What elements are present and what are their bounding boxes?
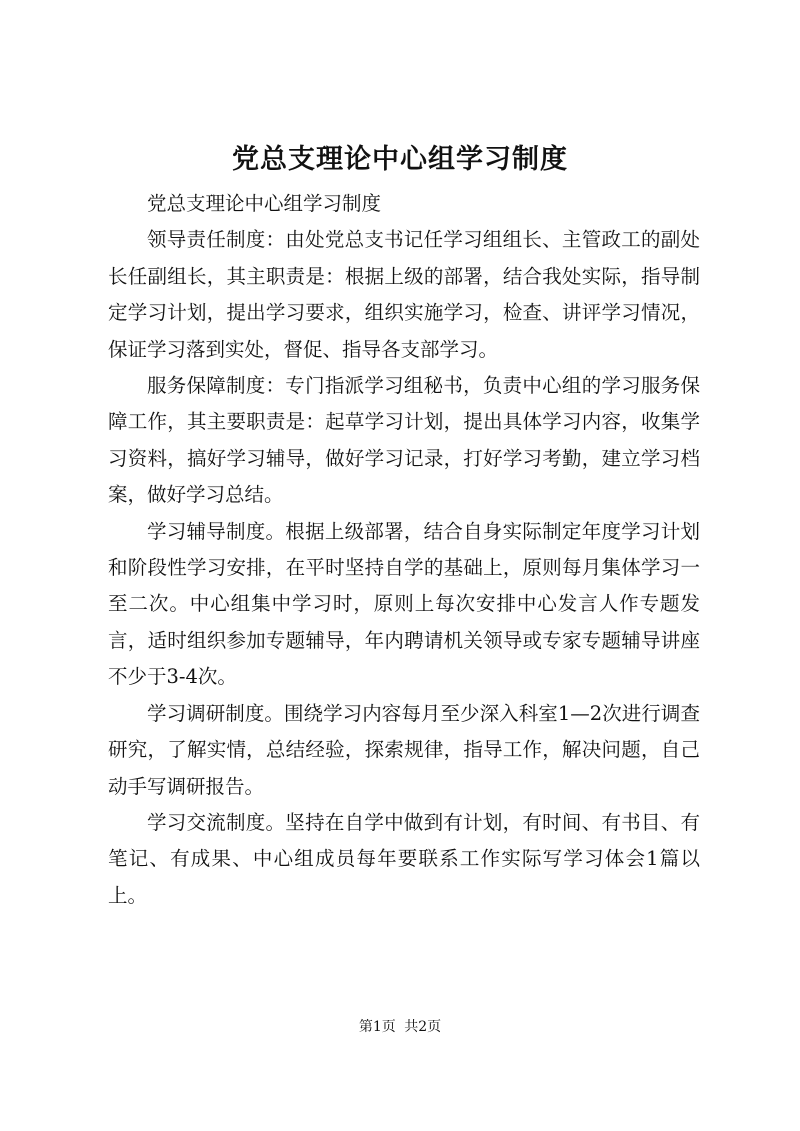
paragraph-leadership: 领导责任制度：由处党总支书记任学习组组长、主管政工的副处长任副组长，其主职责是：根据上级的部署，结合我处实际，指导制定学习计划，提出学习要求，组织实施学习，检查、讲评学习情况，保证学习落到实处，督促、指导各支部学习。 [108, 228, 700, 361]
page-number: 第1页 [358, 1019, 396, 1035]
paragraph-exchange: 学习交流制度。坚持在自学中做到有计划，有时间、有书目、有笔记、有成果、中心组成员每年要联系工作实际写学习体会1篇以上。 [108, 810, 700, 907]
paragraph-subtitle: 党总支理论中心组学习制度 [147, 192, 382, 215]
document-body [108, 186, 700, 914]
page-footer [0, 1017, 800, 1037]
document-title: 党总支理论中心组学习制度 [232, 144, 568, 175]
paragraph-tutoring: 学习辅导制度。根据上级部署，结合自身实际制定年度学习计划和阶段性学习安排，在平时坚持自学的基础上，原则每月集体学习一至二次。中心组集中学习时，原则上每次安排中心发言人作专题发言，适时组织参加专题辅导，年内聘请机关领导或专家专题辅导讲座不少于3-4次。 [108, 519, 700, 689]
paragraph-service: 服务保障制度：专门指派学习组秘书，负责中心组的学习服务保障工作，其主要职责是：起草学习计划，提出具体学习内容，收集学习资料，搞好学习辅导，做好学习记录，打好学习考勤，建立学习档案，做好学习总结。 [108, 374, 700, 507]
page-total: 共2页 [404, 1019, 442, 1035]
paragraph-research: 学习调研制度。围绕学习内容每月至少深入科室1—2次进行调查研究，了解实情，总结经验，探索规律，指导工作，解决问题，自己动手写调研报告。 [108, 701, 700, 798]
